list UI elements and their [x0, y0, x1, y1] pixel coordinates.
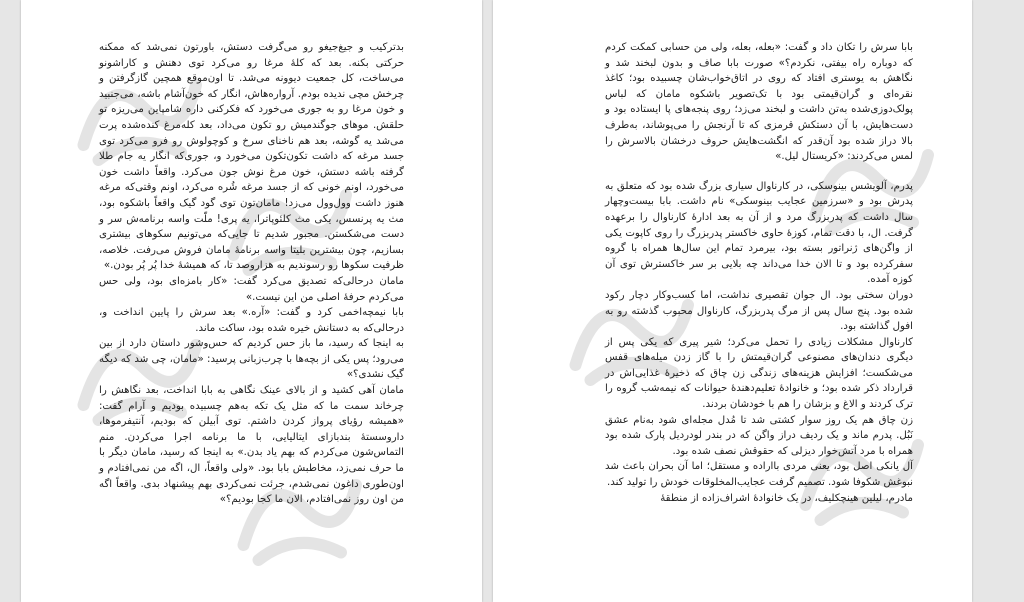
paragraph: بابا نیمچه‌اخمی کرد و گفت: «آره.» بعد سرش را پایین انداخت و، درحالی‌که به دستانش خیره شده بود، ساکت ماند.: [99, 307, 404, 334]
paragraph: زن چاق هم یک روز سوار کشتی شد تا مُدل مجله‌ای شود به‌نام عشق نَبُل. پدرم ماند و یک ردیف دراز واگن که در بندر لودردیل پارک شده بود همراه با مرد آتش‌خوار دیزلی که حقوقش نصف شده بود.: [605, 414, 913, 457]
document-page-right: [493, 0, 972, 602]
paragraph: آل یانکی اصل بود، یعنی مردی بااراده و مستقل؛ اما آن بحران باعث شد نبوغش شکوفا شود. تصمیم گرفت عجایب‌المخلوقات خودش را تولید کند.: [605, 461, 913, 489]
paragraph: مامان آهی کشید و از بالای عینک نگاهی به بابا انداخت، بعد نگاهش را چرخاند سمت ما که مثل یک تکه به‌هم چسبیده بودیم و آرام گفت: «همیشه رؤیای پرواز کردن داشتم. توی آبیلن که بودیم، آنتیفرموها، داروسستهٔ بندبازای ایتالیایی، با ما برنامه اجرا می‌کردن. منم التماس‌شون می‌کردم که بهم یاد بدن.» به اینجا که رسید، مامان دیگر با ما حرف نمی‌زد، مخاطبش بابا بود. «ولی واقعاً، ال، اگه من نمی‌افتادم و اون‌طوری داغون نمی‌شدم، جرئت نمی‌کردی بهم پیشنهاد بدی. واقعاً اگه من اون روز نمی‌افتادم، الان ما کجا بودیم؟»: [99, 385, 404, 506]
paragraph: کارناوال مشکلات زیادی را تحمل می‌کرد؛ شیر پیری که یکی پس از دیگری دندان‌های مصنوعی گران‌قیمتش را با گاز زدن میله‌های قفس می‌شکست؛ افزایش هزینه‌های زندگی زن چاق که ذخیرهٔ غذایی‌اش در قرارداد ذکر شده بود؛ و خانوادهٔ تعلیم‌دهندهٔ حیوانات که نیمه‌شب گروه را ترک کردند و الاغ و بزشان را هم با خودشان بردند.: [605, 336, 913, 411]
paragraph: پدرم، آلویشس بینوسکی، در کارناوال سیاری بزرگ شده بود که متعلق به پدرش بود و «سرزمین عجایب بینوسکی» نام داشت. بابا بیست‌وچهار سال داشت که پدربزرگ مرد و از آن به بعد ادارهٔ کارناوال را برعهده گرفت. ال، با دقت تمام، کوزهٔ حاوی خاکستر پدربزرگ را روی کاپوت یکی از واگن‌های ژنراتور بسته بود، بیرمرد تمام این سال‌ها همراه با گروه سفرکرده بود و تا الان خدا می‌داند چه بلایی بر سر خاکسترش توی آن کوزه آمده.: [605, 180, 913, 286]
page-text: [605, 40, 913, 506]
paragraph: مادرم، لیلین هینچکلیف، در یک خانوادهٔ اشراف‌زاده از منطقهٔ: [660, 492, 913, 504]
paragraph: بابا سرش را تکان داد و گفت: «بعله، بعله، ولی من حسابی کمکت کردم که دوباره راه بیفتی، نکردم؟» صورت بابا صاف و بدون لبخند شد و نگاهش به یوستری افتاد که روی در اتاق‌خواب‌شان چسبیده بود؛ کاغذ نقره‌ای و گران‌قیمتی بود با تک‌تصویر باشکوه مامان که لباس پولک‌دوزی‌شده به‌تن داشت و لبخند می‌زد؛ روی پنجه‌های پا ایستاده بود و دست‌هایش، با آن دستکش قرمزی که تا آرنجش را می‌پوشاند، به‌طرف بالا دراز شده بود آن‌قدر که انگشت‌هایش حروف درخشان بالاسرش را لمس می‌کردند: «کریستال لیل.»: [605, 42, 913, 163]
paragraph: مامان درحالی‌که تصدیق می‌کرد گفت: «کار بامزه‌ای بود، ولی حس می‌کردم حرفهٔ اصلی من این نیست.»: [99, 275, 404, 303]
document-page-left: [21, 0, 482, 602]
paragraph: به اینجا که رسید، ما باز حس کردیم که حس‌وشور داستان دارد از بین می‌رود؛ پس یکی از بچه‌ها با چرب‌زبانی پرسید: «مامان، چی شد که دیگه گیک نشدی؟»: [99, 338, 404, 381]
page-text: [99, 40, 404, 508]
paragraph: دوران سختی بود. ال جوان تقصیری نداشت، اما کسب‌وکار دچار رکود شده بود. پنج سال پس از مرگ پدربزرگ، کارناوال محبوب گذشته رو به افول گذاشته بود.: [605, 289, 913, 333]
paragraph: بدترکیب و جیغ‌جیغو رو می‌گرفت دستش، باورتون نمی‌شد که ممکنه حرکتی بکنه. بعد که کلهٔ مرغا رو می‌کرد توی دهنش و کاراشونو می‌ساخت، کل جمعیت دیوونه می‌شد. تا اون‌موقع همچین گازگرفتن و چرخش مچی ندیده بودم. آرواره‌هاش، انگار که خون‌آشام باشه، می‌جنبید و خون مرغا رو به جوری می‌خورد که فکرکنی داره شامپاین می‌ریزه تو حلقش. موهای جوگندمیش رو تکون می‌داد، بعد کله‌مرغ کنده‌شده پرت می‌شد یه گوشه، بعد هم ناخنای سرخ و کوچولوش رو فرو می‌کرد توی جسد مرغه که داشت تکون‌تکون می‌خورد و، جوری‌که انگار یه جام طلا گرفته باشه دستش، خون مرغ نوش جون می‌کرد. واقعاً داشت خون می‌خورد، اونم خونی که از جسد مرغه شُره می‌کرد، اونم وقتی‌که مرغه هنوز داشت وول‌وول می‌زد! مامان‌تون توی گود گیک واقعاً باشکوه بود، مث یه پرنسس، یکی مث کلئوپاترا، یه پری! ملّت واسه برنامه‌ش سر و دست می‌شکستن. مجبور شدیم تا جایی‌که می‌تونیم سکوهای بیشتری بسازیم، چون بیشترین بلیتا واسه برنامهٔ مامان فروش می‌رفت. خلاصه، ظرفیت سکوها رو رسوندیم به هزاروصد تا، که همیشهٔ خدا پُر پُر بودن.»: [99, 42, 404, 272]
paragraph-gap: [605, 165, 913, 179]
